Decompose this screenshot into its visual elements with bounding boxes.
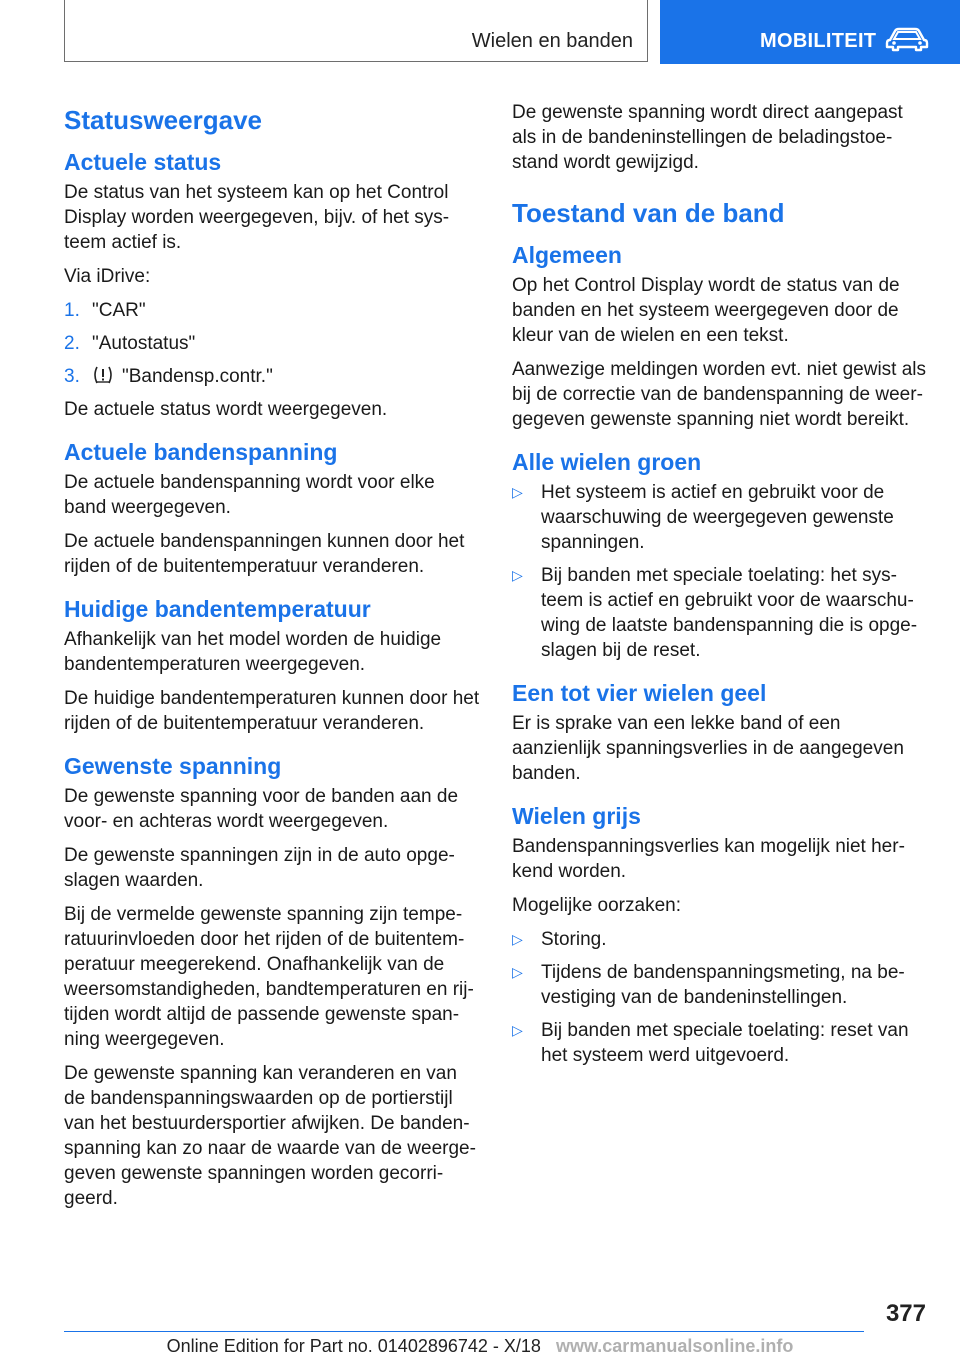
section-title-box	[64, 0, 648, 62]
tire-warning-icon	[92, 365, 114, 385]
paragraph: Mogelijke oorzaken:	[512, 895, 681, 916]
step-number: 3.	[64, 366, 80, 387]
heading-alle-wielen-groen: Alle wielen groen	[512, 449, 702, 475]
heading-actuele-status: Actuele status	[64, 149, 222, 175]
page-number: 377	[885, 1300, 926, 1327]
car-icon	[884, 26, 930, 52]
list-item	[512, 927, 932, 952]
step-item	[64, 364, 480, 389]
list-item-text: Bij banden met speciale toelating: reset van het systeem werd uitgevoerd.	[541, 1020, 909, 1066]
bullet-list	[512, 927, 932, 1068]
heading-wielen-grijs: Wielen grijs	[512, 803, 641, 829]
heading-algemeen: Algemeen	[512, 242, 622, 268]
edition-text: Online Edition for Part no. 01402896742 - X/18	[166, 1336, 541, 1356]
list-item	[512, 563, 932, 663]
bullet-list	[512, 480, 932, 663]
paragraph: De status van het systeem kan op het Control Display worden weergegeven, bijv. of het systeem actief is.	[64, 182, 450, 253]
heading-gewenste-spanning: Gewenste spanning	[64, 753, 282, 779]
paragraph: Afhankelijk van het model worden de huidige bandentemperaturen weergegeven.	[64, 629, 442, 675]
section-title: Wielen en banden	[471, 30, 633, 52]
paragraph: Er is sprake van een lekke band of een aanzienlijk spanningsverlies in de aangegeven banden.	[512, 713, 904, 784]
triangle-bullet-icon: ▷	[512, 931, 523, 947]
chapter-tab	[660, 0, 960, 64]
right-column	[512, 100, 932, 1076]
list-item-text: Bij banden met speciale toelating: het systeem is actief en gebruikt voor de waarschuwing de laatste bandenspanning die is opgeslagen bij de reset.	[541, 565, 918, 661]
list-item-text: Storing.	[541, 929, 607, 950]
step-text: "Autostatus"	[92, 333, 196, 354]
triangle-bullet-icon: ▷	[512, 964, 523, 980]
paragraph: Via iDrive:	[64, 266, 151, 287]
page-footer	[0, 1336, 960, 1357]
paragraph: De actuele status wordt weergegeven.	[64, 399, 388, 420]
left-column	[64, 100, 480, 1220]
list-item-text: Tijdens de bandenspanningsmeting, na bevestiging van de bandeninstellingen.	[541, 962, 905, 1008]
heading-statusweergave: Statusweergave	[64, 105, 262, 135]
paragraph: De actuele bandenspanningen kunnen door het rijden of de buitentemperatuur veranderen.	[64, 531, 465, 577]
heading-een-tot-vier-wielen-geel: Een tot vier wielen geel	[512, 680, 767, 706]
triangle-bullet-icon: ▷	[512, 1022, 523, 1038]
paragraph: De actuele bandenspanning wordt voor elke band weergegeven.	[64, 472, 435, 518]
heading-huidige-bandentemperatuur: Huidige bandentemperatuur	[64, 596, 371, 622]
heading-actuele-bandenspanning: Actuele bandenspanning	[64, 439, 338, 465]
paragraph: Bij de vermelde gewenste spanning zijn temperatuurinvloeden door het rijden of de buitentemperatuur meegerekend. Onafhankelijk van de weersomstandigheden, bandtemperaturen en rijtijden wordt altijd de passende gewenste spanning weergegeven.	[64, 904, 474, 1050]
paragraph: De gewenste spanning voor de banden aan de voor- en achteras wordt weergegeven.	[64, 786, 459, 832]
list-item	[512, 480, 932, 555]
paragraph: Op het Control Display wordt de status van de banden en het systeem weergegeven door de kleur van de wielen en een tekst.	[512, 275, 900, 346]
step-number: 2.	[64, 333, 80, 354]
paragraph: De gewenste spanning kan veranderen en van de bandenspanningswaarden op de portierstijl van het bestuurdersportier afwijken. De bandenspanning kan zo naar de waarde van de weergegeven gewenste spanningen worden gecorrigeerd.	[64, 1063, 476, 1209]
step-item	[64, 331, 480, 356]
step-text: "Bandensp.contr."	[122, 366, 273, 387]
triangle-bullet-icon: ▷	[512, 484, 523, 500]
paragraph: Bandenspanningsverlies kan mogelijk niet herkend worden.	[512, 836, 905, 882]
step-item	[64, 298, 480, 323]
paragraph: De huidige bandentemperaturen kunnen door het rijden of de buitentemperatuur veranderen.	[64, 688, 480, 734]
list-item	[512, 1018, 932, 1068]
heading-toestand-van-de-band: Toestand van de band	[512, 198, 785, 228]
triangle-bullet-icon: ▷	[512, 567, 523, 583]
footer-divider	[64, 1331, 864, 1332]
step-text: "CAR"	[92, 300, 146, 321]
watermark-link[interactable]: www.carmanualsonline.info	[555, 1336, 794, 1356]
paragraph: De gewenste spanningen zijn in de auto opgeslagen waarden.	[64, 845, 455, 891]
step-number: 1.	[64, 300, 80, 321]
list-item-text: Het systeem is actief en gebruikt voor de waarschuwing de weergegeven gewenste spanningen.	[541, 482, 894, 553]
chapter-label: MOBILITEIT	[760, 30, 877, 52]
paragraph: Aanwezige meldingen worden evt. niet gewist als bij de correctie van de bandenspanning de weergegeven gewenste spanning niet wordt bereikt.	[512, 359, 927, 430]
paragraph: De gewenste spanning wordt direct aangepast als in de bandeninstellingen de beladingstoestand wordt gewijzigd.	[512, 102, 903, 173]
idrive-steps	[64, 298, 480, 389]
list-item	[512, 960, 932, 1010]
page-header	[0, 0, 960, 66]
